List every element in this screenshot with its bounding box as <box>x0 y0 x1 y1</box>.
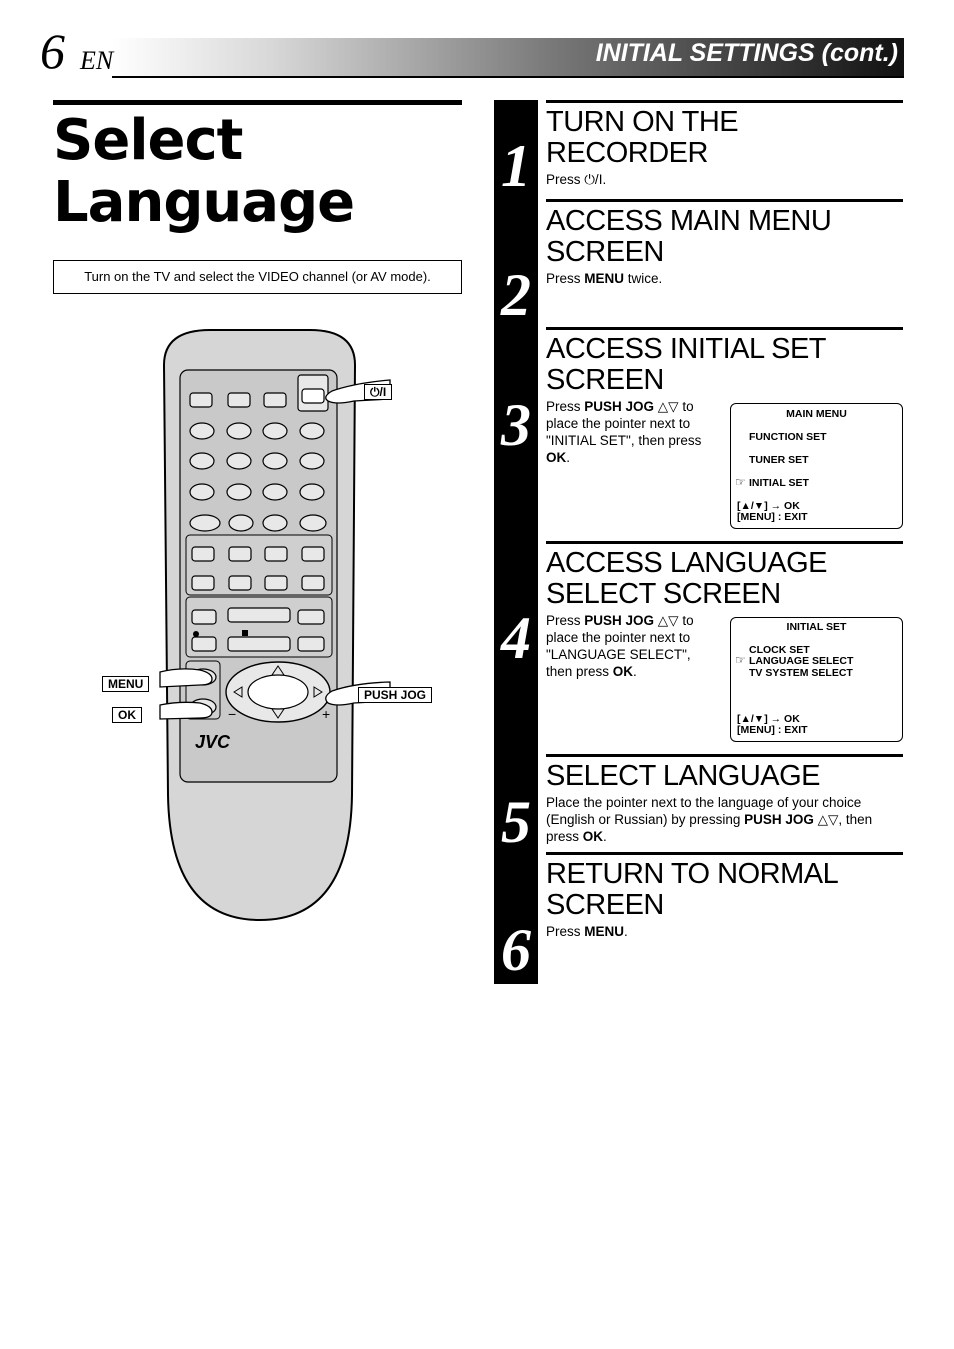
step-title: RETURN TO NORMAL SCREEN <box>546 858 838 921</box>
bold-term: MENU <box>584 271 625 286</box>
page-title <box>53 110 354 234</box>
screen-item: INITIAL SET <box>749 477 809 489</box>
header-rule <box>112 76 904 78</box>
push-jog-callout: PUSH JOG <box>358 687 432 703</box>
bold-term: OK <box>582 829 604 844</box>
step-body: Press PUSH JOG △▽ to place the pointer next to "LANGUAGE SELECT", then press OK. <box>546 613 694 679</box>
step-number: 1 <box>501 133 531 199</box>
step-number: 6 <box>501 917 531 983</box>
screen-title: MAIN MENU <box>786 408 847 420</box>
screen-item: LANGUAGE SELECT <box>749 655 854 667</box>
main-menu-screen <box>730 403 903 529</box>
pointer-icon: ☞ <box>735 475 746 489</box>
step-body: Place the pointer next to the language of your choice (English or Russian) by pressing PUSH JOG △▽, then press OK. <box>546 795 873 844</box>
bold-term: OK <box>546 450 567 465</box>
screen-item: CLOCK SET <box>749 644 810 656</box>
step-rule <box>546 754 903 757</box>
screen-exit-hint: [MENU] : EXIT <box>737 511 808 523</box>
brand-logo: JVC <box>195 732 231 752</box>
ok-callout: OK <box>112 707 142 723</box>
step-title: ACCESS INITIAL SET SCREEN <box>546 333 826 396</box>
page-title-line2: Language <box>53 170 355 235</box>
page-title-line1: Select <box>53 108 243 173</box>
bold-term: MENU <box>584 924 625 939</box>
step-number: 2 <box>501 262 531 328</box>
screen-exit-hint: [MENU] : EXIT <box>737 724 808 736</box>
note-box: Turn on the TV and select the VIDEO channel (or AV mode). <box>53 260 462 294</box>
svg-text:+: + <box>322 706 331 722</box>
step-rule <box>546 199 903 202</box>
step-title: SELECT LANGUAGE <box>546 760 821 792</box>
bold-term: PUSH JOG <box>584 399 655 414</box>
step-body: Press MENU twice. <box>546 271 663 286</box>
step-title: ACCESS LANGUAGE SELECT SCREEN <box>546 547 827 610</box>
step-2 <box>546 199 903 287</box>
bold-term: OK <box>612 664 634 679</box>
screen-title: INITIAL SET <box>786 621 847 633</box>
page-number: 6 <box>40 23 65 79</box>
step-title: ACCESS MAIN MENU SCREEN <box>546 205 832 268</box>
step-number: 4 <box>501 605 531 671</box>
screen-item: FUNCTION SET <box>749 431 827 443</box>
remote-drawing <box>100 325 440 925</box>
step-body: Press MENU. <box>546 924 628 939</box>
step-rule <box>546 100 903 103</box>
step-6 <box>546 852 903 940</box>
power-callout: ⏻/I <box>364 384 392 400</box>
pointer-icon: ☞ <box>735 653 746 667</box>
step-rule <box>546 327 903 330</box>
section-title: INITIAL SETTINGS (cont.) <box>595 39 898 67</box>
step-rule <box>546 541 903 544</box>
step-body: Press ⏻/I. <box>546 172 607 187</box>
title-rule <box>53 100 462 105</box>
remote-illustration <box>100 325 440 925</box>
screen-nav-hint: [▲/▼] → OK <box>737 713 800 725</box>
step-title: TURN ON THE RECORDER <box>546 106 739 169</box>
initial-set-screen <box>730 617 903 742</box>
screen-nav-hint: [▲/▼] → OK <box>737 500 800 512</box>
page-header <box>40 23 904 79</box>
step-rule <box>546 852 903 855</box>
menu-callout: MENU <box>102 676 149 692</box>
step-1 <box>546 100 903 188</box>
screen-item: TUNER SET <box>749 454 809 466</box>
step-number: 3 <box>501 392 531 458</box>
screen-item: TV SYSTEM SELECT <box>749 667 853 679</box>
svg-text:−: − <box>228 706 237 722</box>
bold-term: PUSH JOG <box>744 812 814 827</box>
bold-term: PUSH JOG <box>584 613 655 628</box>
step-body: Press PUSH JOG △▽ to place the pointer next to "INITIAL SET", then press OK. <box>546 399 702 465</box>
step-5 <box>546 754 903 845</box>
page-lang: EN <box>80 46 114 75</box>
step-number: 5 <box>501 789 531 855</box>
